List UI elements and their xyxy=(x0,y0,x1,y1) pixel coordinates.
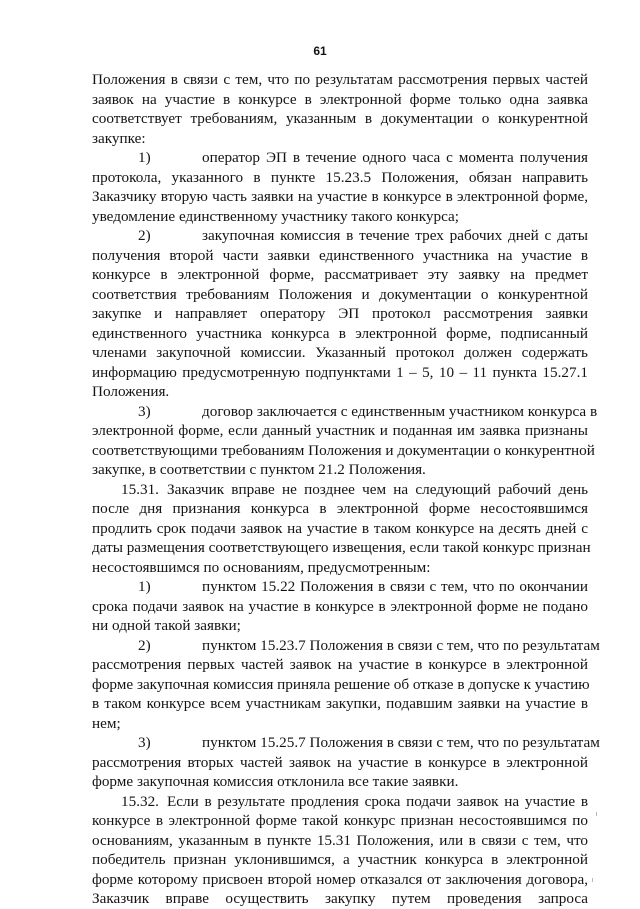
text-line: заявок на участие в конкурсе в электронной форме только одна заявка xyxy=(92,90,588,108)
text-line: закупке: xyxy=(92,129,146,147)
list-item-number: 2) xyxy=(138,227,151,244)
text-line: нем; xyxy=(92,714,121,732)
list-item-line xyxy=(92,636,600,656)
list-item-number: 1) xyxy=(138,149,151,166)
text-line: электронной форме, если данный участник и поданная им заявка признаны xyxy=(92,422,588,439)
scan-speck xyxy=(596,812,597,816)
text-line: после дня признания конкурса в электронной форме несостоявшимся xyxy=(92,500,588,517)
text-line: конкурсе в электронной форме такой конкурс признан несостоявшимся по xyxy=(92,812,588,829)
list-item-text: закупочная комиссия в течение трех рабочих дней с даты xyxy=(202,227,588,244)
text-line: срока подачи заявок на участие в конкурсе в электронной форме не подано xyxy=(92,597,588,615)
text-line: получения второй части заявки единственного участника на участие в xyxy=(92,246,588,264)
list-item-number: 1) xyxy=(138,578,151,595)
text-line: единственного участника конкурса в электронной форме, подписанный xyxy=(92,324,588,342)
list-item-line xyxy=(92,226,588,246)
text-line: Положения. xyxy=(92,383,170,400)
text-line: информацию предусмотренную подпунктами 1 – 5, 10 – 11 пункта 15.27.1 xyxy=(92,363,588,381)
list-item-line xyxy=(92,402,598,422)
text-line: продлить срок подачи заявок на участие в таком конкурсе на десять дней с xyxy=(92,519,588,537)
list-item-line xyxy=(92,148,588,168)
page-number: 61 xyxy=(313,44,327,58)
list-item-line xyxy=(92,577,588,597)
list-item-text: оператор ЭП в течение одного часа с момента получения xyxy=(202,149,588,166)
clause-line xyxy=(92,480,588,500)
list-item-number: 3) xyxy=(138,734,151,751)
text-line: ни одной такой заявки; xyxy=(92,617,241,634)
scan-speck xyxy=(592,878,593,882)
text-line: членами закупочной комиссии. Указанный протокол должен содержать xyxy=(92,344,588,361)
clause-number: 15.31. xyxy=(121,480,159,498)
clause-text: Если в результате продления срока подачи заявок на участие в xyxy=(167,792,588,810)
text-line: победитель признан уклонившимся, а участник конкурса в электронной xyxy=(92,851,588,868)
text-line: соответствия требованиям Положения и документации о конкурентной xyxy=(92,285,588,303)
text-line: Заказчику вторую часть заявки на участие в конкурсе в электронной форме, xyxy=(92,188,588,205)
list-item-text: пунктом 15.22 Положения в связи с тем, что по окончании xyxy=(202,578,588,595)
text-line: в таком конкурсе всем участникам закупки, подавшим заявки на участие в xyxy=(92,695,588,712)
list-item-text: пунктом 15.25.7 Положения в связи с тем, что по результатам xyxy=(202,734,600,751)
text-line: конкурсе в электронной форме, рассматривает эту заявку на предмет xyxy=(92,266,588,283)
list-item-number: 3) xyxy=(138,402,151,420)
text-line: форме закупочная комиссия приняла решение об отказе в допуске к участию xyxy=(92,675,590,693)
text-line: несостоявшимся по основаниям, предусмотренным: xyxy=(92,558,431,576)
text-line: даты размещения соответствующего извещения, если такой конкурс признан xyxy=(92,539,591,556)
body-text xyxy=(92,70,600,909)
text-line: форме которому присвоен второй номер отказался от заключения договора, xyxy=(92,870,588,888)
text-line: соответствует требованиям, указанным в документации о конкурентной xyxy=(92,110,588,127)
text-line: протокола, указанного в пункте 15.23.5 Положения, обязан направить xyxy=(92,168,588,186)
text-line: Заказчик вправе осуществить закупку путем проведения запроса xyxy=(92,890,588,907)
list-item-text: договор заключается с единственным участником конкурса в xyxy=(202,402,598,420)
text-line: закупке и направляет оператору ЭП протокол рассмотрения заявки xyxy=(92,305,588,322)
clause-line xyxy=(92,792,588,812)
text-line: закупке, в соответствии с пунктом 21.2 Положения. xyxy=(92,461,426,478)
text-line: соответствующими требованиям Положения и документации о конкурентной xyxy=(92,441,595,459)
text-line: основаниям, указанным в пункте 15.31 Положения, или в связи с тем, что xyxy=(92,831,588,849)
clause-text: Заказчик вправе не позднее чем на следующий рабочий день xyxy=(167,480,588,498)
text-line: рассмотрения вторых частей заявок на участие в конкурсе в электронной xyxy=(92,753,588,771)
text-line: уведомление единственному участнику такого конкурса; xyxy=(92,207,459,225)
list-item-number: 2) xyxy=(138,636,151,654)
text-line: рассмотрения первых частей заявок на участие в конкурсе в электронной xyxy=(92,656,588,673)
text-line: Положения в связи с тем, что по результатам рассмотрения первых частей xyxy=(92,71,588,88)
text-line: форме закупочная комиссия отклонила все такие заявки. xyxy=(92,773,459,790)
clause-number: 15.32. xyxy=(121,792,159,810)
list-item-text: пунктом 15.23.7 Положения в связи с тем, что по результатам xyxy=(202,636,600,654)
list-item-line xyxy=(92,733,600,753)
